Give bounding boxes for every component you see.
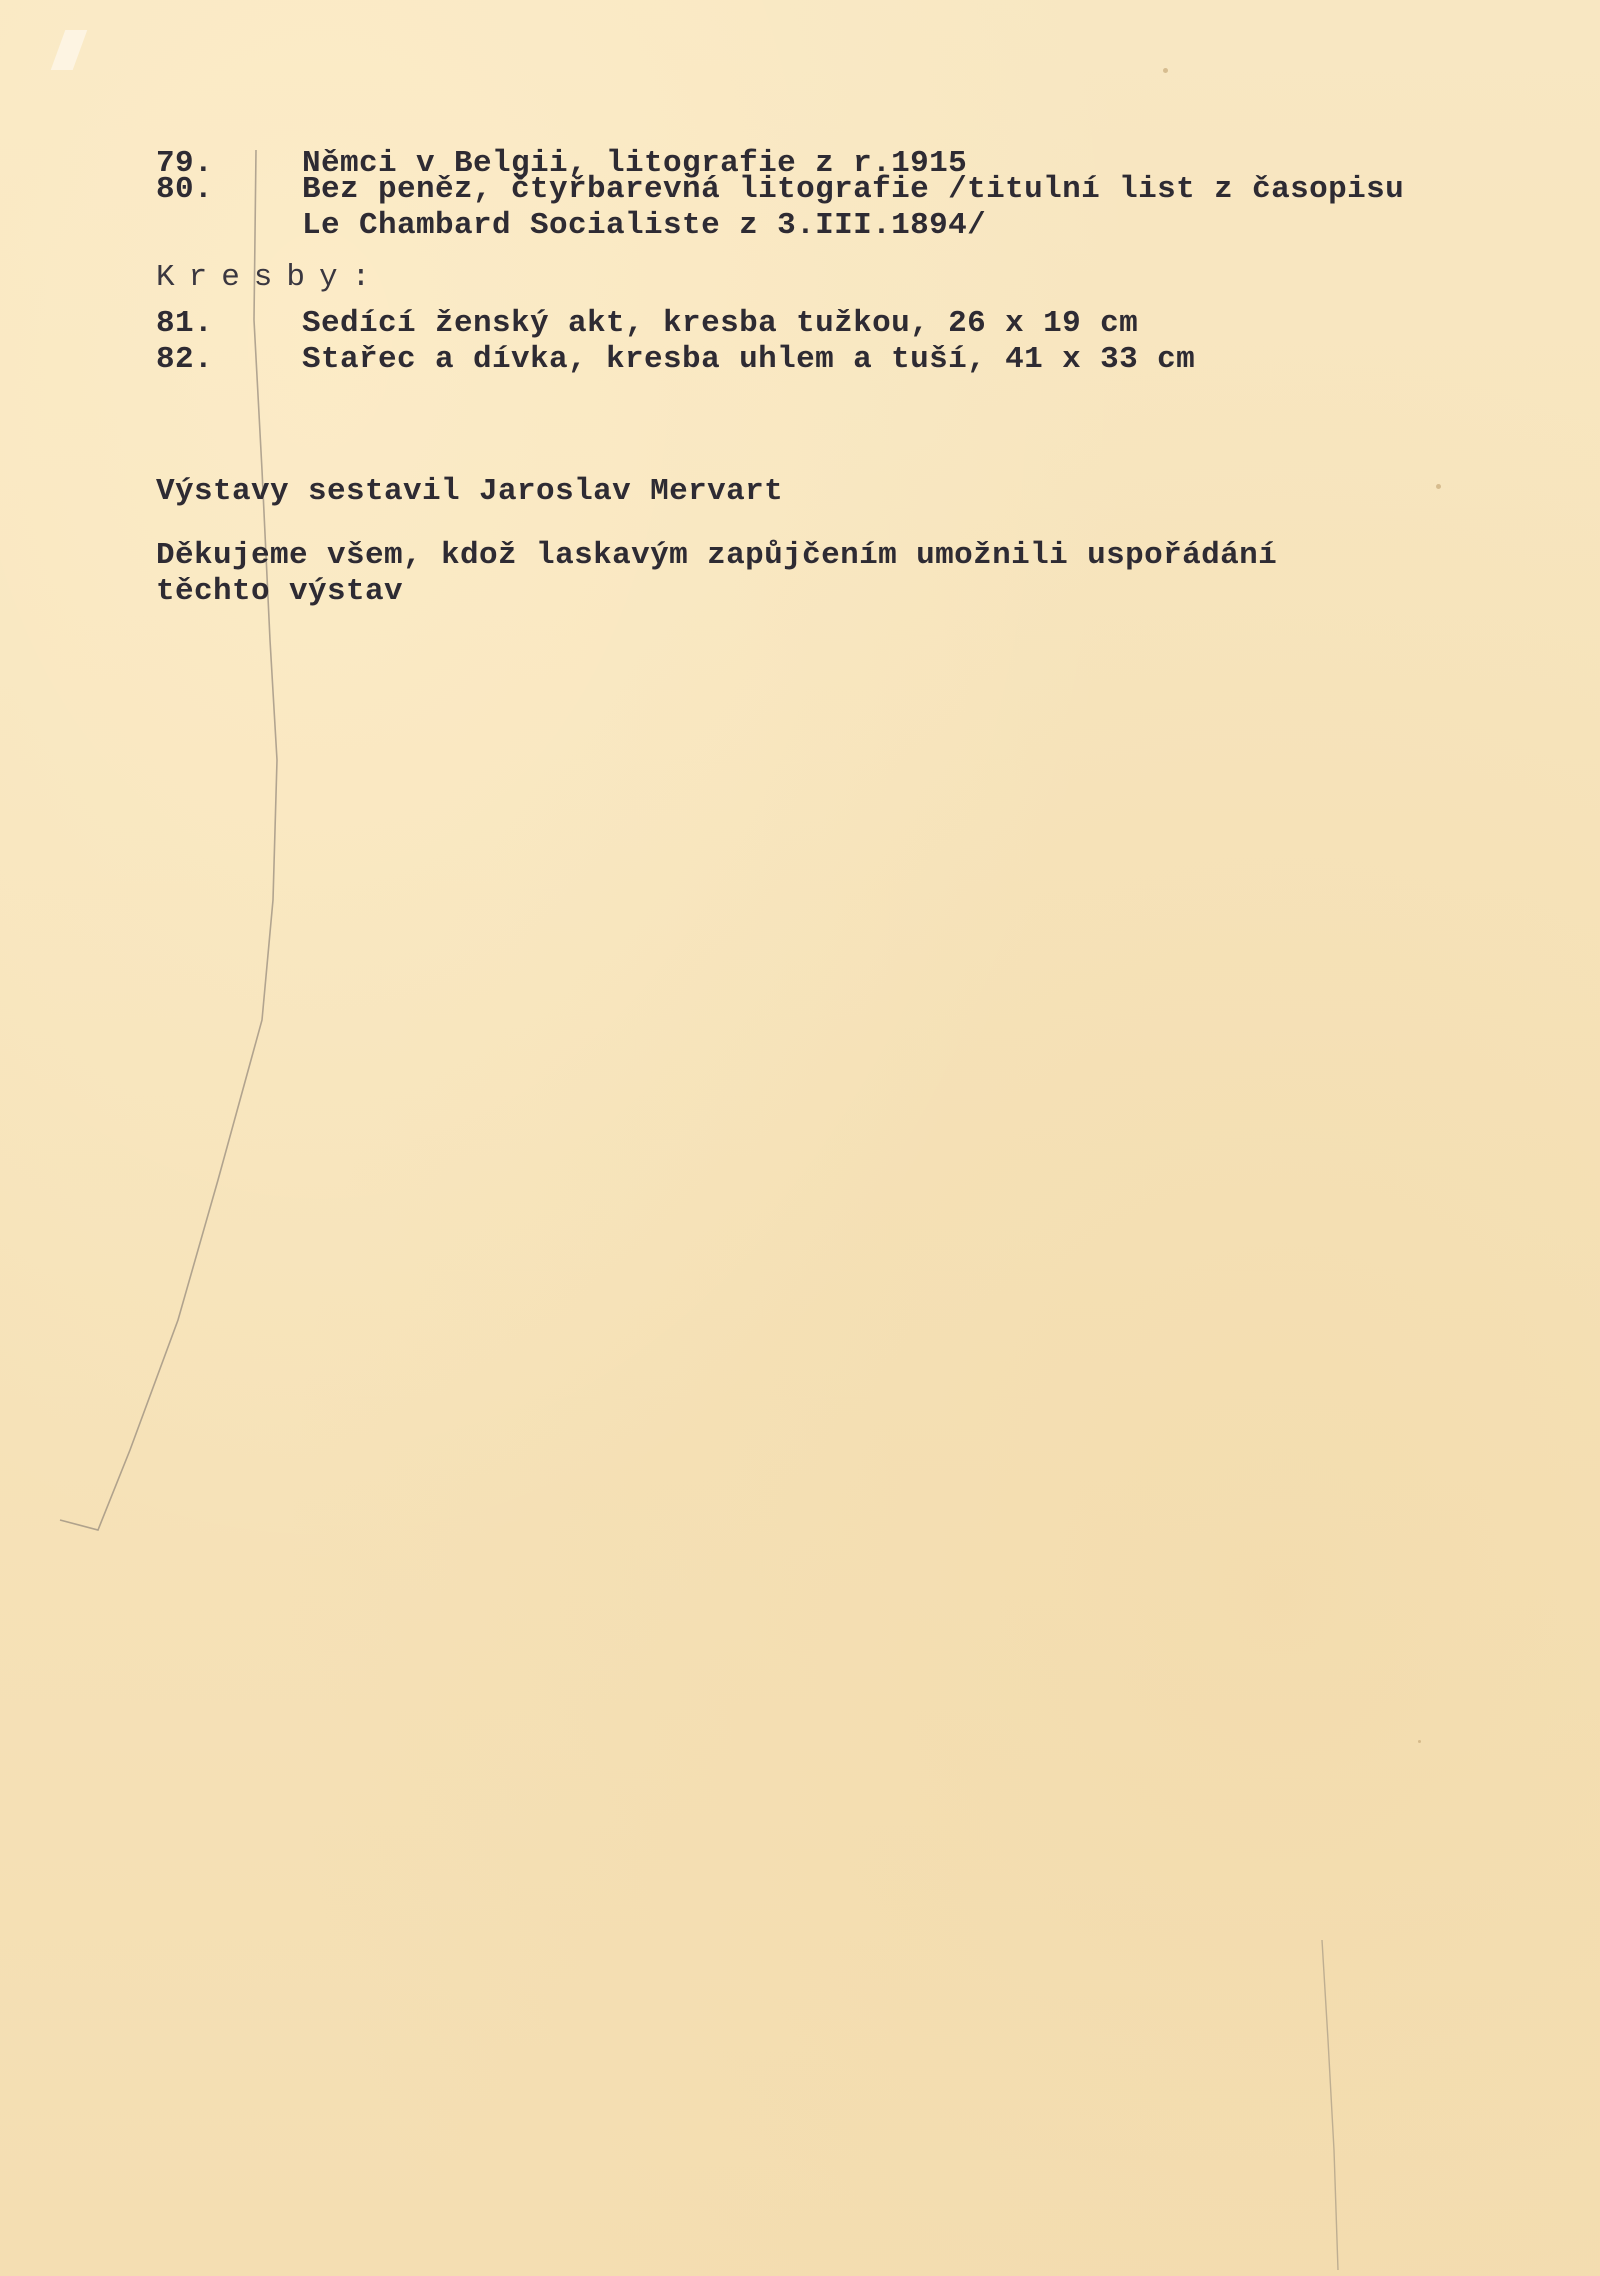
thanks-line: Děkujeme všem, kdož laskavým zapůjčením umožnili uspořádání xyxy=(156,538,1278,573)
thanks-line: těchto výstav xyxy=(156,574,404,609)
item-text: Bez peněz, čtyřbarevná litografie /titulní list z časopisu xyxy=(302,172,1405,207)
paper-speck xyxy=(1436,484,1441,489)
credits-line: Výstavy sestavil Jaroslav Mervart xyxy=(156,474,784,509)
list-item xyxy=(156,208,986,244)
item-number: 82. xyxy=(156,342,214,377)
paper-speck xyxy=(1163,68,1168,73)
item-number: 81. xyxy=(156,306,214,341)
item-text: Sedící ženský akt, kresba tužkou, 26 x 19 cm xyxy=(302,306,1139,341)
corner-tear xyxy=(51,30,88,70)
item-number: 80. xyxy=(156,172,214,207)
item-text: Stařec a dívka, kresba uhlem a tuší, 41 x 33 cm xyxy=(302,342,1196,377)
section-heading: Kresby: xyxy=(156,260,385,295)
item-text: Le Chambard Socialiste z 3.III.1894/ xyxy=(302,208,987,243)
item-text: Němci v Belgii, litografie z r.1915 xyxy=(302,146,968,181)
paper-speck xyxy=(1418,1740,1421,1743)
list-item xyxy=(156,306,1138,342)
list-item xyxy=(156,172,1404,208)
item-number: 79. xyxy=(156,146,214,181)
list-item xyxy=(156,342,1195,378)
